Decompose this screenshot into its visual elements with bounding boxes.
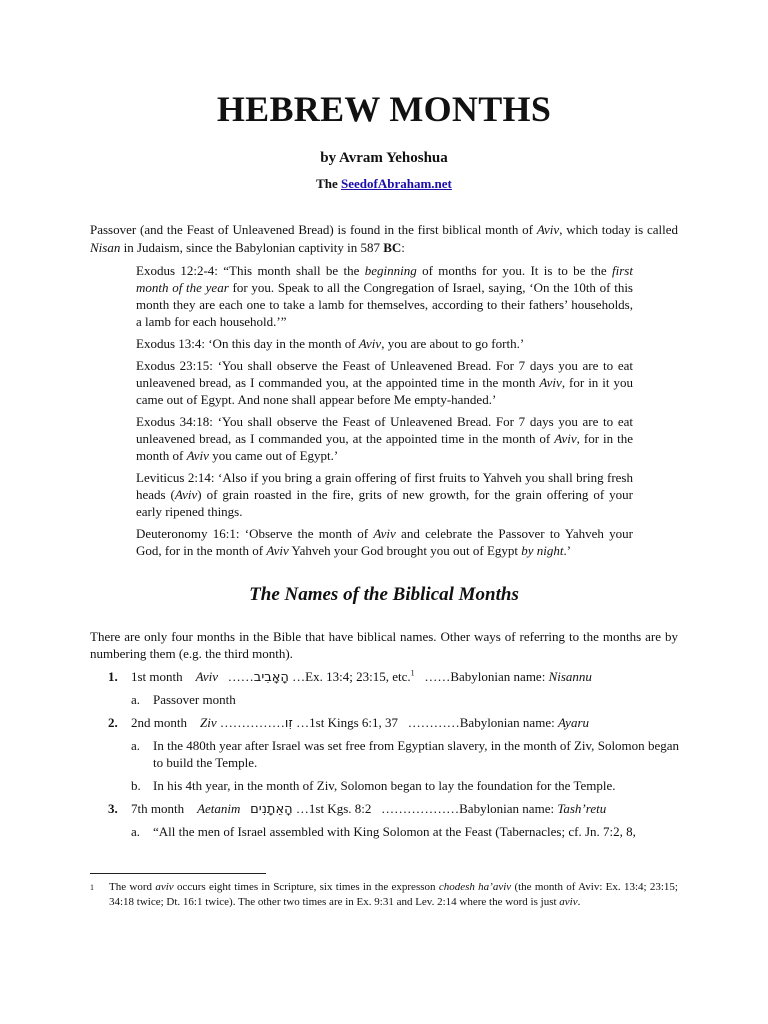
sub-item: a. Passover month [131,692,236,707]
month-line: 1st month Aviv ……הָאָבִיב …Ex. 13:4; 23:15, etc.$^1$ ……Babylonian name: Nisannu [131,668,592,685]
site-prefix: The [316,176,342,191]
sub-item: a. In the 480th year after Israel was set free from Egyptian slavery, in the month of Ziv, Solomon began to build the Temple. [131,738,679,770]
footnote-divider [90,873,266,874]
item-number: 3. [108,801,118,816]
site-credit [90,176,678,192]
sub-item: a. “All the men of Israel assembled with King Solomon at the Feast (Tabernacles; cf. Jn. 7:2, 8, [131,824,636,839]
quote-deuteronomy-16: Deuteronomy 16:1: ‘Observe the month of Aviv and celebrate the Passover to Yahveh your God, for in the month of Aviv Yahveh your God brought you out of Egypt by night.’ [136,526,633,558]
scripture-quotes [136,262,633,564]
month-line: 2nd month Ziv ……………זִו …1st Kings 6:1, 37 …………Babylonian name: Ayaru [131,715,590,731]
month-line: 7th month Aetanim הָאֵתָנִים …1st Kgs. 8:2 ………………Babylonian name: Tash’retu [131,801,607,817]
item-number: 1. [108,669,118,684]
quote-leviticus-2: Leviticus 2:14: ‘Also if you bring a grain offering of first fruits to Yahveh you shall bring fresh heads (Aviv) of grain roasted in the fire, grits of new growth, for the grain offering of your early ripened things. [136,470,633,519]
item-number: 2. [108,715,118,730]
quote-exodus-34: Exodus 34:18: ‘You shall observe the Feast of Unleavened Bread. For 7 days you are to eat unleavened bread, as I commanded you, at the appointed time in the month of Aviv, for in the month of Aviv you came out of Egypt.’ [136,414,634,463]
section-paragraph: There are only four months in the Bible that have biblical names. Other ways of referring to the months are by numbering them (e.g. the third month). [90,629,678,661]
site-link[interactable]: SeedofAbraham.net [341,176,452,191]
quote-exodus-23: Exodus 23:15: ‘You shall observe the Feast of Unleavened Bread. For 7 days you are to eat unleavened bread, as I commanded you, at the appointed time in the month Aviv, for in it you came out of Egypt. And none shall appear before Me empty-handed.’ [136,358,633,407]
section-heading: The Names of the Biblical Months [249,584,519,605]
hebrew-name: הָאָבִיב [253,670,289,685]
hebrew-name: זִו [284,716,293,731]
intro-paragraph: Passover (and the Feast of Unleavened Bread) is found in the first biblical month of Aviv, which today is called Nisan in Judaism, since the Babylonian captivity in 587 BC: [90,222,678,255]
footnote-text: The word aviv occurs eight times in Scripture, six times in the expresson chodesh ha’aviv (the month of Aviv: Ex. 13:4; 23:15; 34:18 twice; Dt. 16:1 twice). The other two times are in Ex. 9:31 and Lev. 2:14 where the word is just aviv. [109,881,678,908]
month-list [90,668,678,843]
quote-exodus-13: Exodus 13:4: ‘On this day in the month of Aviv, you are about to go forth.’ [136,336,525,351]
list-item [90,800,678,823]
page-title: HEBREW MONTHS [216,89,552,129]
footnote-marker: 1 [90,883,94,892]
quote-exodus-12: Exodus 12:2-4: “This month shall be the beginning of months for you. It is to be the first month of the year for you. Speak to all the Congregation of Israel, saying, ‘On the 10th of this month they are each one to take a lamb for themselves, according to their fathers’ households, a lamb for each household.’” [136,263,633,329]
list-item [90,668,678,691]
sub-item: b. In his 4th year, in the month of Ziv, Solomon began to lay the foundation for the Temple. [131,778,616,793]
author-byline: by Avram Yehoshua [320,150,448,166]
list-item [90,714,678,737]
hebrew-name: הָאֵתָנִים [250,802,293,817]
